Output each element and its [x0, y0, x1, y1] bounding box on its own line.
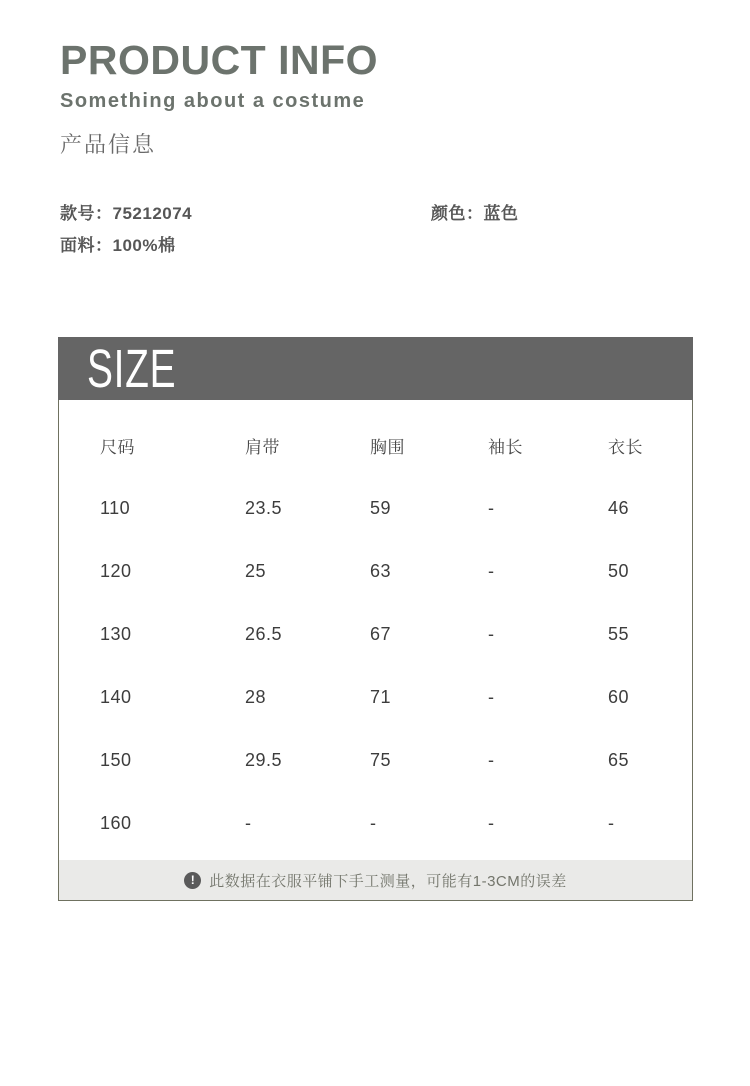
- header-cell-sleeve-length: 袖长: [488, 438, 523, 457]
- table-cell: 23.5: [245, 498, 283, 518]
- table-cell: 46: [608, 498, 630, 518]
- style-number-row: [60, 199, 192, 224]
- color-row: [431, 199, 519, 224]
- table-cell: -: [488, 813, 495, 833]
- table-cell: -: [488, 561, 495, 581]
- table-cell: 67: [370, 624, 392, 644]
- style-number-value: 75212074: [112, 204, 193, 223]
- fabric-value: 100%棉: [112, 236, 176, 255]
- table-cell: 29.5: [245, 750, 283, 770]
- table-cell: 50: [608, 561, 630, 581]
- color-label: 颜色：: [431, 204, 484, 223]
- header-cell-chest: 胸围: [370, 438, 405, 457]
- fabric-label: 面料：: [60, 236, 113, 255]
- table-cell: 65: [608, 750, 630, 770]
- size-heading-bar: [58, 337, 693, 400]
- size-table: [58, 400, 693, 901]
- table-row: [100, 477, 682, 540]
- table-cell: -: [488, 687, 495, 707]
- page-subtitle: Something about a costume: [60, 90, 366, 112]
- header-cell-size: 尺码: [100, 438, 135, 457]
- page-title: PRODUCT INFO: [60, 37, 379, 83]
- page-title-cn: 产品信息: [60, 132, 157, 157]
- table-cell: 120: [100, 561, 132, 581]
- color-value: 蓝色: [483, 204, 519, 223]
- size-section: [58, 337, 693, 901]
- table-header-row: [100, 414, 682, 477]
- table-row: [100, 666, 682, 729]
- table-cell: 130: [100, 624, 132, 644]
- table-cell: 110: [100, 498, 131, 518]
- style-number-label: 款号：: [60, 204, 113, 223]
- measurement-note-bar: [59, 860, 692, 900]
- table-cell: 25: [245, 561, 267, 581]
- table-row: [100, 603, 682, 666]
- table-cell: 28: [245, 687, 267, 707]
- table-cell: -: [488, 498, 495, 518]
- table-row: [100, 729, 682, 792]
- table-cell: 63: [370, 561, 392, 581]
- title-block: [60, 37, 379, 159]
- table-cell: -: [608, 813, 615, 833]
- table-cell: 55: [608, 624, 630, 644]
- table-cell: 150: [100, 750, 132, 770]
- size-heading: SIZE: [87, 338, 177, 399]
- table-row: [100, 540, 682, 603]
- header-cell-garment-length: 衣长: [608, 438, 643, 457]
- table-cell: 26.5: [245, 624, 283, 644]
- table-cell: -: [488, 750, 495, 770]
- table-cell: 160: [100, 813, 132, 833]
- table-cell: 59: [370, 498, 392, 518]
- table-cell: -: [245, 813, 252, 833]
- exclamation-circle-icon: !: [184, 872, 201, 889]
- table-cell: -: [370, 813, 377, 833]
- header-cell-shoulder-strap: 肩带: [245, 438, 280, 457]
- table-cell: -: [488, 624, 495, 644]
- measurement-note-text: 此数据在衣服平铺下手工测量，可能有1-3CM的误差: [209, 872, 567, 890]
- table-cell: 60: [608, 687, 630, 707]
- table-cell: 75: [370, 750, 392, 770]
- size-table-body: [59, 400, 692, 860]
- fabric-row: [60, 231, 175, 256]
- table-row: [100, 792, 682, 855]
- table-cell: 71: [370, 687, 392, 707]
- table-cell: 140: [100, 687, 132, 707]
